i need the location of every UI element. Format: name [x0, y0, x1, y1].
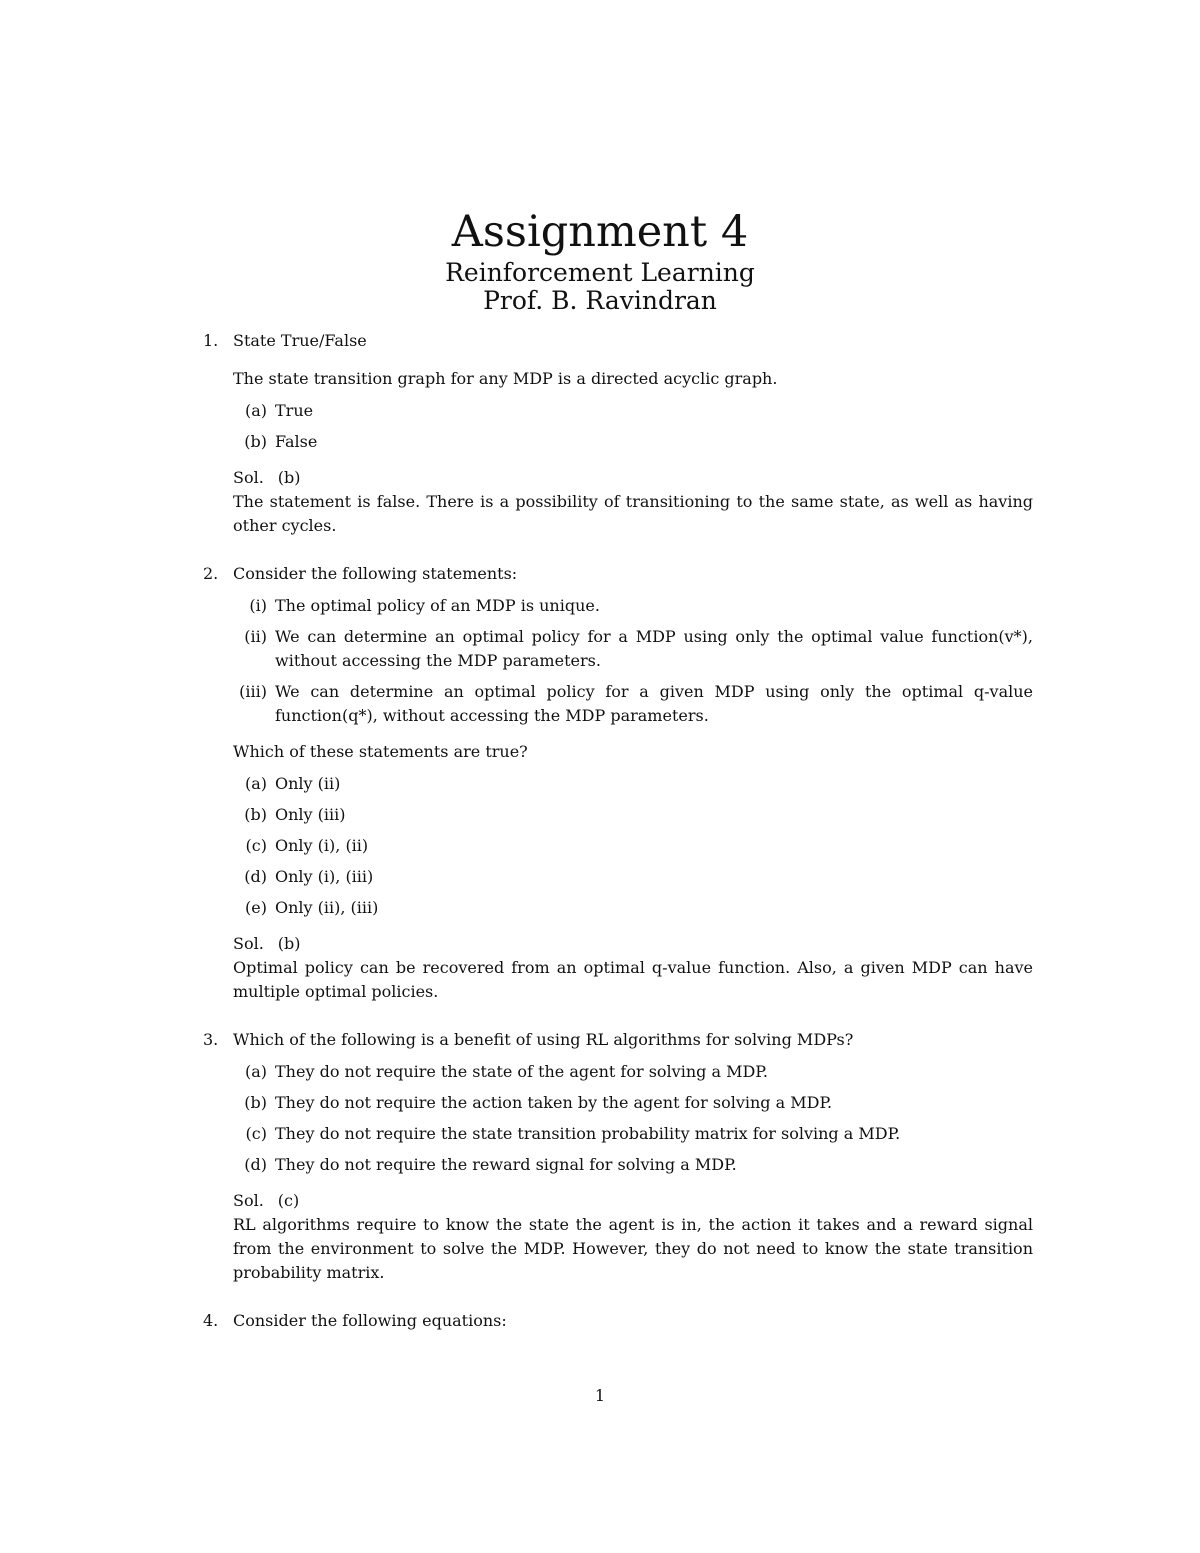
question-2 — [203, 562, 1033, 1018]
question-prompt: Consider the following statements: — [233, 564, 518, 583]
options-list — [233, 772, 1033, 920]
course-name: Reinforcement Learning — [445, 258, 755, 287]
statement-i: (i) The optimal policy of an MDP is unique. — [249, 596, 600, 615]
statement-ii: (ii) We can determine an optimal policy for a MDP using only the optimal value function(v*), without accessing the MDP parameters. — [244, 627, 1033, 670]
question-stem: Which of these statements are true? — [233, 742, 528, 761]
question-number: 2. — [203, 564, 219, 583]
question-prompt: Consider the following equations: — [233, 1311, 507, 1330]
option-c: (c) Only (i), (ii) — [245, 836, 369, 855]
solution — [233, 1189, 1033, 1285]
solution-explanation: RL algorithms require to know the state the agent is in, the action it takes and a reward signal from the environment to solve the MDP. However, they do not need to know the state transition probability matrix. — [233, 1215, 1033, 1282]
option-a: (a) True — [244, 401, 314, 420]
option-d: (d) They do not require the reward signal for solving a MDP. — [244, 1155, 737, 1174]
solution-explanation: The statement is false. There is a possibility of transitioning to the same state, as well as having other cycles. — [233, 492, 1033, 535]
question-number: 4. — [203, 1311, 219, 1330]
question-number: 1. — [203, 331, 219, 350]
solution — [233, 466, 1033, 538]
question-prompt: Which of the following is a benefit of using RL algorithms for solving MDPs? — [233, 1030, 854, 1049]
option-b: (b) They do not require the action taken by the agent for solving a MDP. — [244, 1093, 833, 1112]
questions-body — [203, 329, 1033, 1343]
question-prompt: State True/False — [233, 331, 367, 350]
title-block — [0, 205, 1200, 315]
instructor-name: Prof. B. Ravindran — [483, 286, 717, 315]
option-d: (d) Only (i), (iii) — [244, 867, 374, 886]
option-a: (a) Only (ii) — [244, 774, 341, 793]
solution-answer: (b) — [277, 934, 301, 953]
option-c: (c) They do not require the state transition probability matrix for solving a MDP. — [245, 1124, 901, 1143]
statement-iii: (iii) We can determine an optimal policy for a given MDP using only the optimal q-value function(q*), without accessing the MDP parameters. — [239, 682, 1033, 725]
question-4 — [203, 1309, 1033, 1333]
option-b: (b) Only (iii) — [244, 805, 346, 824]
question-3 — [203, 1028, 1033, 1299]
solution-explanation: Optimal policy can be recovered from an optimal q-value function. Also, a given MDP can have multiple optimal policies. — [233, 958, 1033, 1001]
question-stem: The state transition graph for any MDP is a directed acyclic graph. — [233, 369, 778, 388]
solution-label: Sol. — [233, 934, 264, 953]
option-b: (b) False — [244, 432, 318, 451]
question-number: 3. — [203, 1030, 219, 1049]
solution-label: Sol. — [233, 468, 264, 487]
solution-answer: (c) — [277, 1191, 300, 1210]
options-list — [233, 399, 1033, 454]
document-title: Assignment 4 — [451, 207, 749, 257]
statements-list — [233, 594, 1033, 728]
option-a: (a) They do not require the state of the agent for solving a MDP. — [244, 1062, 768, 1081]
page-number: 1 — [594, 1386, 606, 1405]
options-list — [233, 1060, 1033, 1177]
solution-answer: (b) — [277, 468, 301, 487]
question-1 — [203, 329, 1033, 552]
solution — [233, 932, 1033, 1004]
solution-label: Sol. — [233, 1191, 264, 1210]
option-e: (e) Only (ii), (iii) — [245, 898, 379, 917]
